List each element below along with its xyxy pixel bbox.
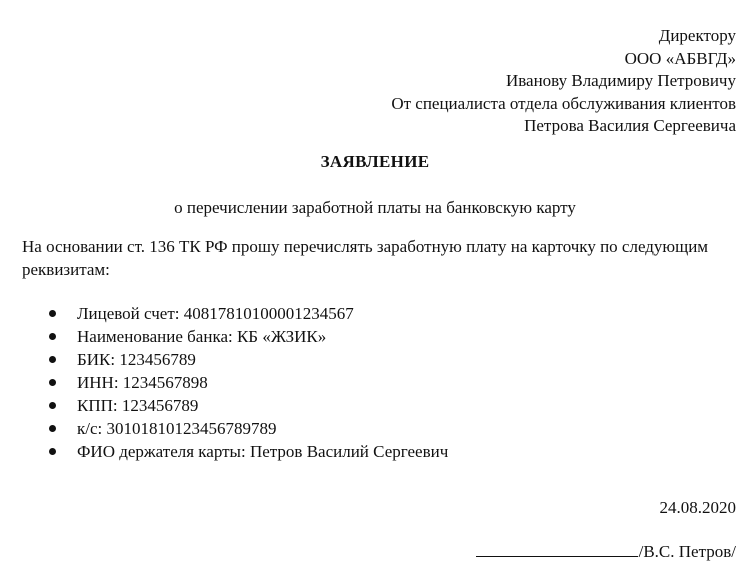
addressee-block — [391, 25, 736, 138]
bullet-icon — [49, 310, 56, 317]
list-item — [22, 417, 448, 440]
requisite-kpp: КПП: 123456789 — [77, 396, 199, 415]
list-item — [22, 440, 448, 463]
signature-name: /В.С. Петров/ — [638, 542, 736, 561]
bullet-icon — [49, 333, 56, 340]
bullet-icon — [49, 379, 56, 386]
list-item — [22, 371, 448, 394]
list-item — [22, 394, 448, 417]
list-item — [22, 325, 448, 348]
requisite-account: Лицевой счет: 40817810100001234567 — [77, 304, 354, 323]
document-date: 24.08.2020 — [659, 498, 736, 517]
bullet-icon — [49, 356, 56, 363]
signature-line — [476, 541, 638, 557]
requisite-bik: БИК: 123456789 — [77, 350, 196, 369]
sender-position: От специалиста отдела обслуживания клиентов — [391, 93, 736, 113]
sender-name: Петрова Василия Сергеевича — [524, 116, 736, 135]
requisite-inn: ИНН: 1234567898 — [77, 373, 208, 392]
document-title: ЗАЯВЛЕНИЕ — [320, 152, 430, 171]
requisite-bank: Наименование банка: КБ «ЖЗИК» — [77, 327, 327, 346]
bullet-icon — [49, 448, 56, 455]
list-item — [22, 348, 448, 371]
addressee-name: Иванову Владимиру Петровичу — [505, 71, 736, 90]
requisites-list — [22, 302, 448, 463]
bullet-icon — [49, 402, 56, 409]
addressee-company: ООО «АБВГД» — [624, 48, 736, 68]
bullet-icon — [49, 425, 56, 432]
requisite-corr-account: к/с: 30101810123456789789 — [77, 419, 277, 438]
document-subtitle: о перечислении заработной платы на банковскую карту — [174, 198, 576, 217]
signature-block — [476, 541, 736, 562]
list-item — [22, 302, 448, 325]
request-paragraph: На основании ст. 136 ТК РФ прошу перечислять заработную плату на карточку по следующим реквизитам: — [22, 237, 709, 279]
addressee-position: Директору — [658, 26, 736, 45]
requisite-card-holder: ФИО держателя карты: Петров Василий Сергеевич — [77, 442, 449, 461]
